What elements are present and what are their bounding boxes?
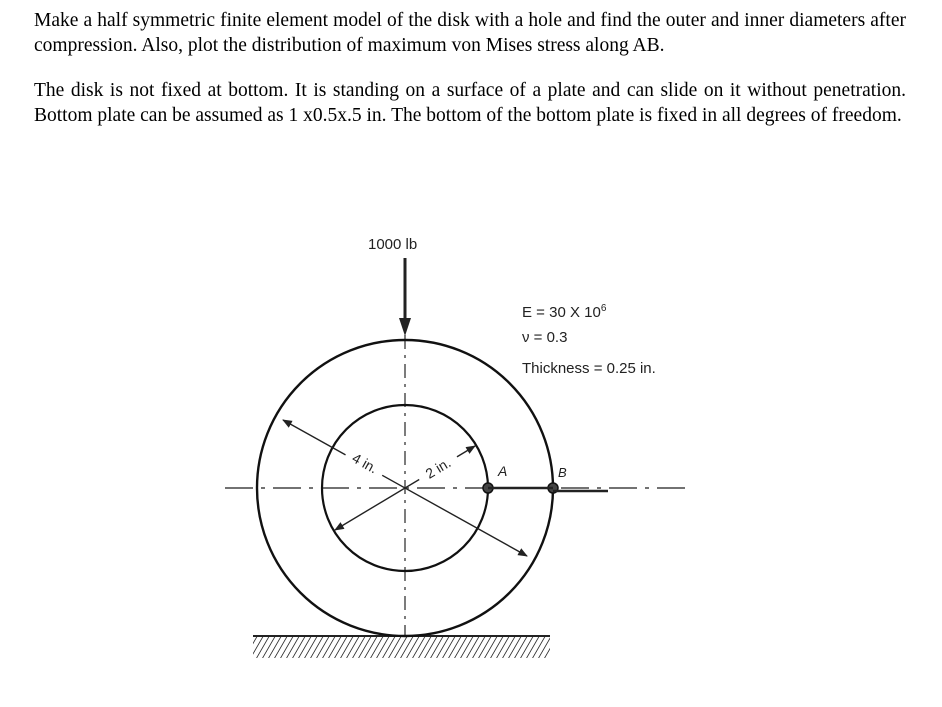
outer-diameter-label: 4 in. xyxy=(349,449,381,477)
thickness-label: Thickness = 0.25 in. xyxy=(522,360,656,377)
elastic-modulus-label: E = 30 X $10^6$ xyxy=(522,303,607,321)
load-label: 1000 lb xyxy=(368,236,418,253)
load-arrow-head xyxy=(399,318,411,336)
problem-paragraph-2: The disk is not fixed at bottom. It is standing on a surface of a plate and can slide on it without penetration. Bottom plate can be assumed as 1 x0.5x.5 in. The bottom of the bottom plate is fixed in all degrees of freedom. xyxy=(34,80,906,126)
inner-diameter-label: 2 in. xyxy=(422,454,454,482)
point-a-label: A xyxy=(498,463,508,479)
point-b-label: B xyxy=(558,465,567,480)
problem-paragraph-1: Make a half symmetric finite element model of the disk with a hole and find the outer and inner diameters after compression. Also, plot the distribution of maximum von Mises stress along AB. xyxy=(34,10,906,56)
poisson-ratio-label: ν = 0.3 xyxy=(522,329,568,346)
ground-plate-hatch xyxy=(253,636,550,658)
